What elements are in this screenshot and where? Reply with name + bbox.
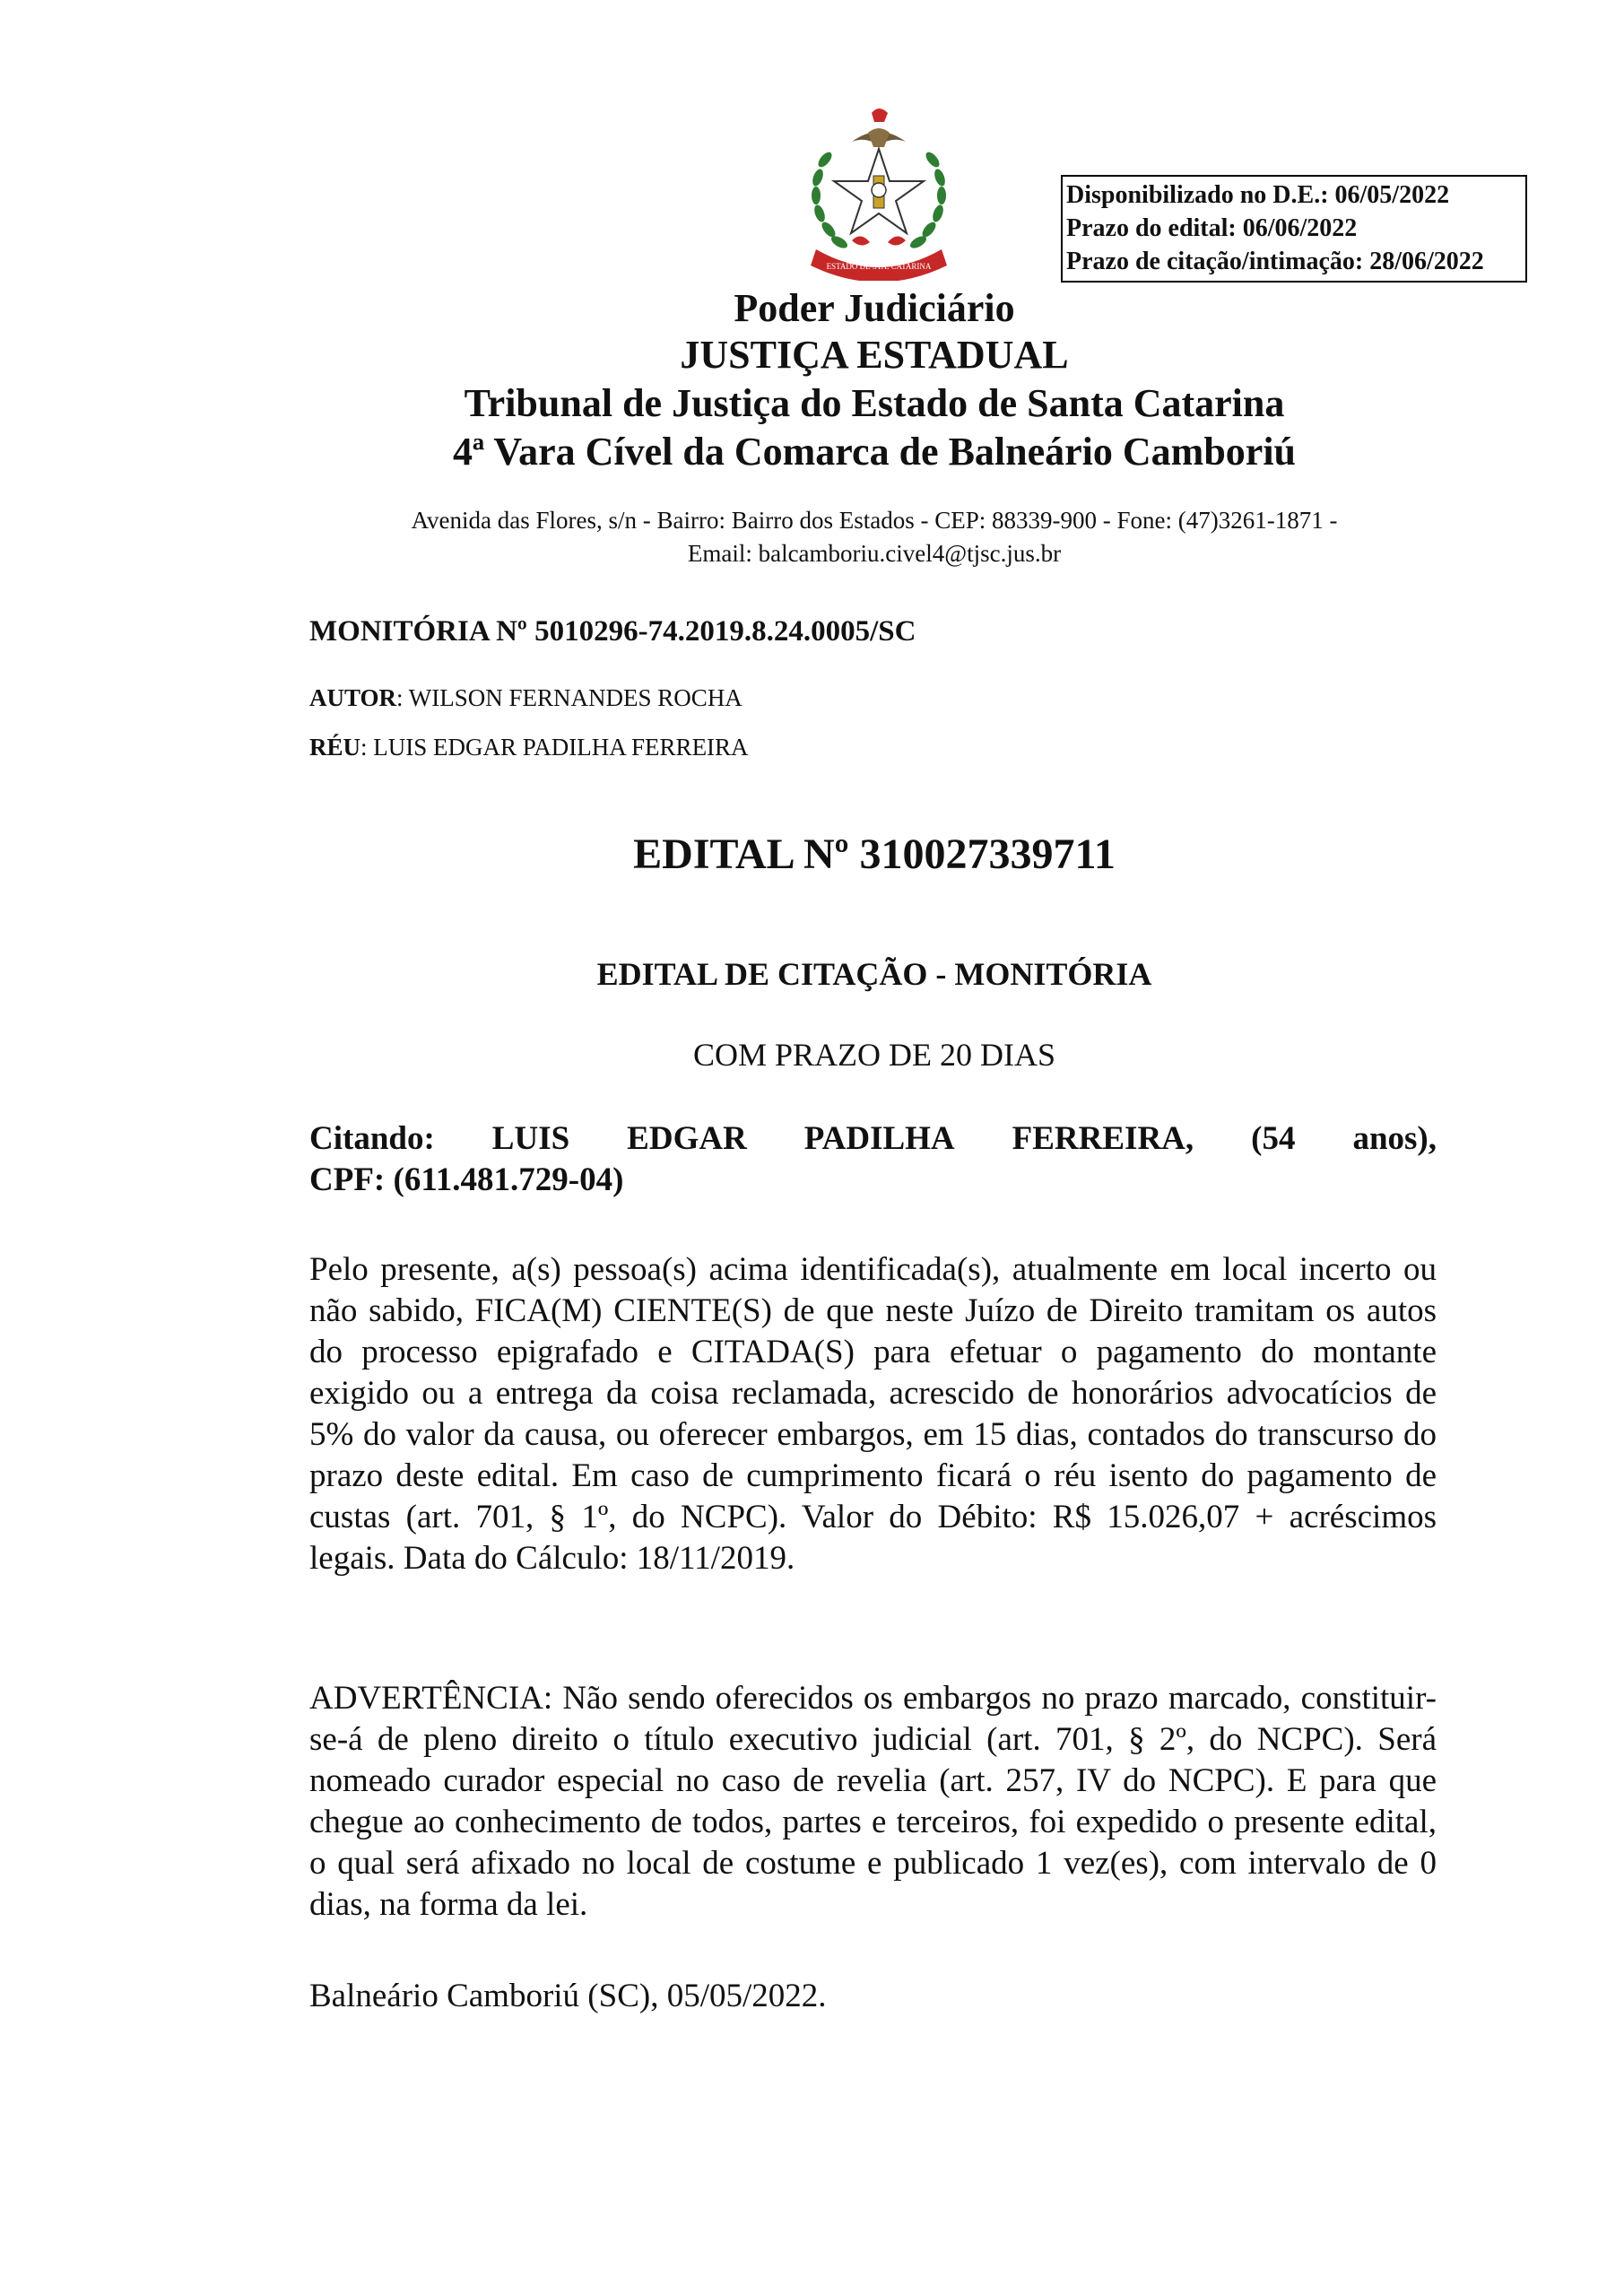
publication-dates-stamp — [1061, 175, 1527, 283]
body-paragraph-1: Pelo presente, a(s) pessoa(s) acima identificada(s), atualmente em local incerto ou não sabido, FICA(M) CIENTE(S) de que neste Juízo de Direito tramitam os autos do processo epigrafado e CITADA(S) para efetuar o pagamento do montante exigido ou a entrega da coisa reclamada, acrescido de honorários advocatícios de 5% do valor da causa, ou oferecer embargos, em 15 dias, contados do transcurso do prazo deste edital. Em caso de cumprimento ficará o réu isento do pagamento de custas (art. 701, § 1º, do NCPC). Valor do Débito: R$ 15.026,07 + acréscimos legais. Data do Cálculo: 18/11/2019. — [309, 1251, 1437, 1577]
address-line-2: Email: balcamboriu.civel4@tjsc.jus.br — [687, 540, 1062, 567]
seal-ribbon-text: ESTADO DE STA. CATARINA — [826, 262, 932, 271]
address-line-1: Avenida das Flores, s/n - Bairro: Bairro dos Estados - CEP: 88339-900 - Fone: (47)3261-1871 - — [411, 507, 1338, 534]
court-address — [269, 504, 1480, 570]
edital-deadline: COM PRAZO DE 20 DIAS — [692, 1037, 1056, 1073]
citando-word: anos), — [1352, 1120, 1437, 1157]
edital-number: EDITAL Nº 310027339711 — [633, 831, 1116, 878]
autor-label: AUTOR — [309, 684, 397, 711]
stamp-line-published: Disponibilizado no D.E.: 06/05/2022 — [1066, 181, 1450, 209]
citando-word: EDGAR — [627, 1120, 747, 1157]
reu-name: : LUIS EDGAR PADILHA FERREIRA — [360, 734, 749, 761]
state-coat-of-arms-icon — [789, 106, 968, 281]
citando-block — [309, 1118, 1437, 1201]
citando-word: PADILHA — [803, 1120, 955, 1157]
citando-word: (54 — [1251, 1120, 1296, 1157]
stamp-line-citation-deadline: Prazo de citação/intimação: 28/06/2022 — [1066, 248, 1484, 275]
process-number: MONITÓRIA Nº 5010296-74.2019.8.24.0005/SC — [309, 615, 916, 648]
citando-line-1 — [309, 1118, 1437, 1160]
stamp-line-edital-deadline: Prazo do edital: 06/06/2022 — [1066, 214, 1358, 242]
citando-word: Citando: — [309, 1120, 435, 1157]
reu-label: RÉU — [309, 734, 361, 761]
header-justica-estadual: JUSTIÇA ESTADUAL — [680, 333, 1069, 377]
header-poder-judiciario: Poder Judiciário — [734, 286, 1015, 330]
party-reu — [309, 734, 749, 761]
closing-date-place: Balneário Camboriú (SC), 05/05/2022. — [309, 1978, 827, 2014]
citando-word: LUIS — [491, 1120, 570, 1157]
header-vara: 4ª Vara Cível da Comarca de Balneário Camboriú — [452, 430, 1297, 474]
citando-cpf: CPF: (611.481.729-04) — [309, 1161, 624, 1198]
body-paragraph-warning: ADVERTÊNCIA: Não sendo oferecidos os embargos no prazo marcado, constituir-se-á de pleno direito o título executivo judicial (art. 701, § 2º, do NCPC). Será nomeado curador especial no caso de revelia (art. 257, IV do NCPC). E para que chegue ao conhecimento de todos, partes e terceiros, foi expedido o presente edital, o qual será afixado no local de costume e publicado 1 vez(es), com intervalo de 0 dias, na forma da lei. — [309, 1680, 1437, 1923]
autor-name: : WILSON FERNANDES ROCHA — [396, 684, 743, 711]
citando-word: FERREIRA, — [1012, 1120, 1194, 1157]
header-tribunal: Tribunal de Justiça do Estado de Santa Catarina — [464, 381, 1285, 425]
party-autor — [309, 684, 743, 712]
edital-title: EDITAL DE CITAÇÃO - MONITÓRIA — [596, 956, 1152, 992]
